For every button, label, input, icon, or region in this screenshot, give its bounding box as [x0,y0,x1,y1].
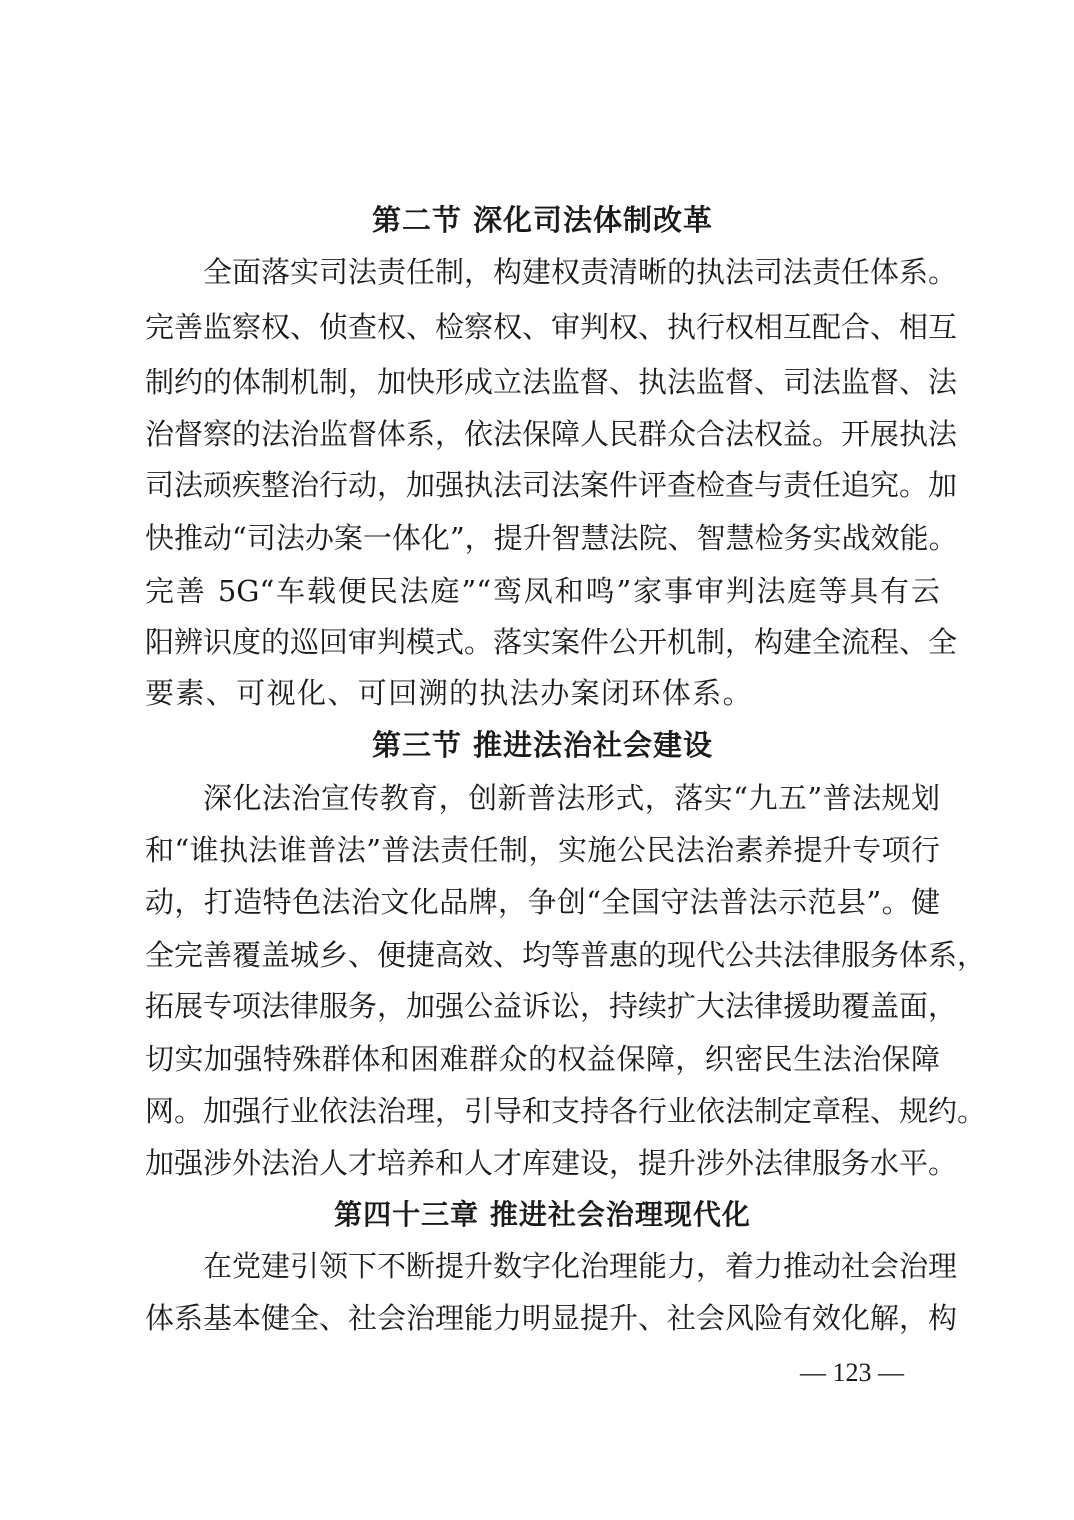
paragraph-line: 加强涉外法治人才培养和人才库建设，提升涉外法律服务水平。 [145,1146,958,1180]
paragraph-line: 治督察的法治监督体系，依法保障人民群众合法权益。开展执法 [145,417,958,451]
paragraph-line: 完善 5G“车载便民法庭”“鸾凤和鸣”家事审判法庭等具有云 [145,574,940,608]
paragraph-line: 体系基本健全、社会治理能力明显提升、社会风险有效化解，构 [145,1301,958,1335]
page-number: — 123 — [800,1358,904,1387]
chapter-heading-43: 第四十三章 推进社会治理现代化 [334,1198,751,1231]
paragraph-line: 要素、可视化、可回溯的执法办案闭环体系。 [145,676,754,710]
paragraph-line: 全面落实司法责任制，构建权责清晰的执法司法责任体系。 [203,255,958,289]
paragraph-line: 拓展专项法律服务，加强公益诉讼，持续扩大法律援助覆盖面， [145,989,958,1023]
paragraph-line: 和“谁执法谁普法”普法责任制，实施公民法治素养提升专项行 [145,833,940,867]
section-heading-2: 第二节 深化司法体制改革 [371,203,714,237]
paragraph-line: 动，打造特色法治文化品牌，争创“全国守法普法示范县”。健 [145,885,940,919]
paragraph-line: 司法顽疾整治行动，加强执法司法案件评查检查与责任追究。加 [145,468,958,502]
section-heading-3: 第三节 推进法治社会建设 [371,728,714,762]
paragraph-line: 全完善覆盖城乡、便捷高效、均等普惠的现代公共法律服务体系， [145,938,987,972]
paragraph-line: 切实加强特殊群体和困难群众的权益保障，织密民生法治保障 [145,1042,940,1076]
paragraph-line: 完善监察权、侦查权、检察权、审判权、执行权相互配合、相互 [145,310,958,344]
paragraph-line: 深化法治宣传教育，创新普法形式，落实“九五”普法规划 [203,781,940,815]
paragraph-line: 在党建引领下不断提升数字化治理能力，着力推动社会治理 [203,1249,958,1283]
paragraph-line: 阳辨识度的巡回审判模式。落实案件公开机制，构建全流程、全 [145,625,958,659]
paragraph-line: 制约的体制机制，加快形成立法监督、执法监督、司法监督、法 [145,365,958,399]
paragraph-line: 快推动“司法办案一体化”，提升智慧法院、智慧检务实战效能。 [145,521,958,555]
paragraph-line: 网。加强行业依法治理，引导和支持各行业依法制定章程、规约。 [145,1094,987,1128]
